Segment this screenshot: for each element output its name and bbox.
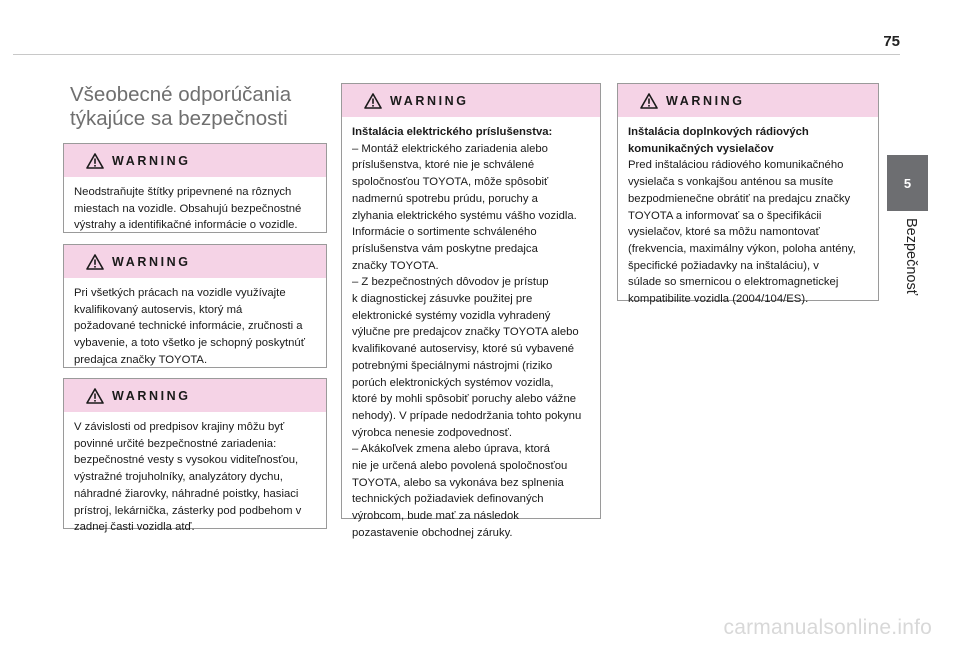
warning-header xyxy=(618,84,878,117)
warning-header xyxy=(64,144,326,177)
text-line: miestach na vozidle. Obsahujú bezpečnostné xyxy=(74,202,302,215)
warning-label: WARNING xyxy=(112,153,191,168)
title-line-1: Všeobecné odporúčania xyxy=(70,83,292,106)
warning-triangle-icon xyxy=(86,254,104,270)
warning-header xyxy=(342,84,600,117)
watermark: carmanualsonline.info xyxy=(723,616,932,639)
text-line: kvalifikované autoservisy, ktoré sú vybavené xyxy=(352,343,575,356)
warning-header xyxy=(64,379,326,412)
warning-text xyxy=(64,278,326,375)
text-line: kvalifikovaný autoservis, ktorý má xyxy=(74,303,243,316)
text-line: vysielača s vonkajšou anténou sa musíte xyxy=(628,176,834,189)
text-line: (frekvencia, maximálny výkon, poloha antény, xyxy=(628,242,856,255)
text-line: značky TOYOTA. xyxy=(352,259,439,272)
text-line: Pri všetkých prácach na vozidle využívajte xyxy=(74,287,286,299)
warning-label: WARNING xyxy=(112,254,191,269)
text-line: kompatibilite vozidla (2004/104/ES). xyxy=(628,293,809,306)
text-line: súlade so smernicou o elektromagnetickej xyxy=(628,276,839,289)
text-line: príslušenstva, ktoré nie je schválené xyxy=(352,159,535,172)
text-line: ktoré by mohli spôsobiť poruchy alebo vážne xyxy=(352,393,577,406)
text-line: výlučne pre predajcov značky TOYOTA alebo xyxy=(352,326,579,339)
warning-box-radio xyxy=(617,83,879,306)
text-line: špecifické požiadavky na inštaláciu), v xyxy=(628,259,819,272)
text-line: nehody). V prípade nedodržania tohto pokynu xyxy=(352,409,582,422)
text-line: povinné určité bezpečnostné zariadenia: xyxy=(74,437,277,450)
warning-label: WARNING xyxy=(390,93,469,108)
text-line: technických požiadaviek definovaných xyxy=(352,493,544,506)
text-line: porúch elektronických systémov vozidla, xyxy=(352,376,554,389)
page-number: 75 xyxy=(883,33,900,50)
text-line: – Z bezpečnostných dôvodov je prístup xyxy=(352,276,549,289)
text-line: potrebnými špeciálnymi nástrojmi (riziko xyxy=(352,359,553,372)
text-line: Informácie o sortimente schváleného xyxy=(352,226,537,239)
warning-box-labels xyxy=(63,143,327,233)
text-line: pozastavenie obchodnej záruky. xyxy=(352,526,513,539)
text-line: prístroj, lekárnička, zásterky pod podbehom v xyxy=(74,504,302,517)
chapter-tab xyxy=(887,155,928,211)
chapter-number: 5 xyxy=(903,175,912,191)
text-line: zlyhania elektrického systému vášho vozidla. xyxy=(352,209,577,222)
text-line: vybavenie, a toto všetko je schopný poskytnúť xyxy=(74,337,305,350)
text-line: TOYOTA, alebo sa vykonáva bez splnenia xyxy=(352,476,564,489)
text-line: výrobcom, bude mať za následok xyxy=(352,510,519,523)
warning-text xyxy=(64,412,326,542)
warning-box-equipment xyxy=(63,378,327,534)
text-line: Neodstraňujte štítky pripevnené na rôznych xyxy=(74,186,292,198)
text-line: náhradné žiarovky, náhradné poistky, hasiaci xyxy=(74,487,299,500)
text-line: nadmernú spotrebu prúdu, poruchy a xyxy=(352,192,538,205)
warning-triangle-icon xyxy=(86,388,104,404)
page-title xyxy=(70,83,330,131)
chapter-label-wrap xyxy=(886,218,930,328)
section-heading: Inštalácia elektrického príslušenstva: xyxy=(352,126,553,138)
section-heading: komunikačných vysielačov xyxy=(628,142,774,155)
text-line: bezpečnostné vesty s vysokou viditeľnosťou, xyxy=(74,454,299,467)
top-rule xyxy=(13,54,900,55)
warning-header xyxy=(64,245,326,278)
warning-label: WARNING xyxy=(112,388,191,403)
text-line: spoločnosťou TOYOTA, môže spôsobiť xyxy=(352,176,549,189)
title-line-2: týkajúce sa bezpečnosti xyxy=(70,107,288,130)
warning-triangle-icon xyxy=(364,93,382,109)
text-line: predajca značky TOYOTA. xyxy=(74,353,208,366)
warning-text xyxy=(618,117,878,314)
text-line: výstražné trojuholníky, analyzátory dychu, xyxy=(74,471,283,484)
warning-box-service xyxy=(63,244,327,368)
text-line: TOYOTA a informovať sa o špecifikácii xyxy=(628,209,822,222)
text-line: elektronické systémy vozidla vyhradený xyxy=(352,309,551,322)
text-line: bezpodmienečne obrátiť na predajcu značky xyxy=(628,192,851,205)
text-line: vysielačov, ktoré sa môžu namontovať xyxy=(628,226,820,239)
section-heading: Inštalácia doplnkových rádiových xyxy=(628,126,809,138)
warning-text xyxy=(64,177,326,240)
text-line: požadované technické informácie, zručnosti a xyxy=(74,320,303,333)
text-line: – Montáž elektrického zariadenia alebo xyxy=(352,142,548,155)
text-line: zadnej časti vozidla atď. xyxy=(74,521,195,534)
text-line: k diagnostickej zásuvke použitej pre xyxy=(352,293,533,306)
text-line: nie je určená alebo povolená spoločnosťou xyxy=(352,460,568,473)
warning-box-electrical xyxy=(341,83,601,539)
text-line: V závislosti od predpisov krajiny môžu byť xyxy=(74,421,285,433)
warning-label: WARNING xyxy=(666,93,745,108)
warning-text xyxy=(342,117,600,548)
text-line: výstrahy a identifikačné informácie o vozidle. xyxy=(74,219,298,232)
warning-triangle-icon xyxy=(86,153,104,169)
text-line: Pred inštaláciou rádiového komunikačného xyxy=(628,159,844,172)
warning-triangle-icon xyxy=(640,93,658,109)
text-line: – Akákoľvek zmena alebo úprava, ktorá xyxy=(352,443,550,456)
text-line: príslušenstva vám poskytne predajca xyxy=(352,242,538,255)
chapter-label: Bezpečnosť xyxy=(903,218,919,296)
text-line: výrobca nenesie zodpovednosť. xyxy=(352,426,512,439)
